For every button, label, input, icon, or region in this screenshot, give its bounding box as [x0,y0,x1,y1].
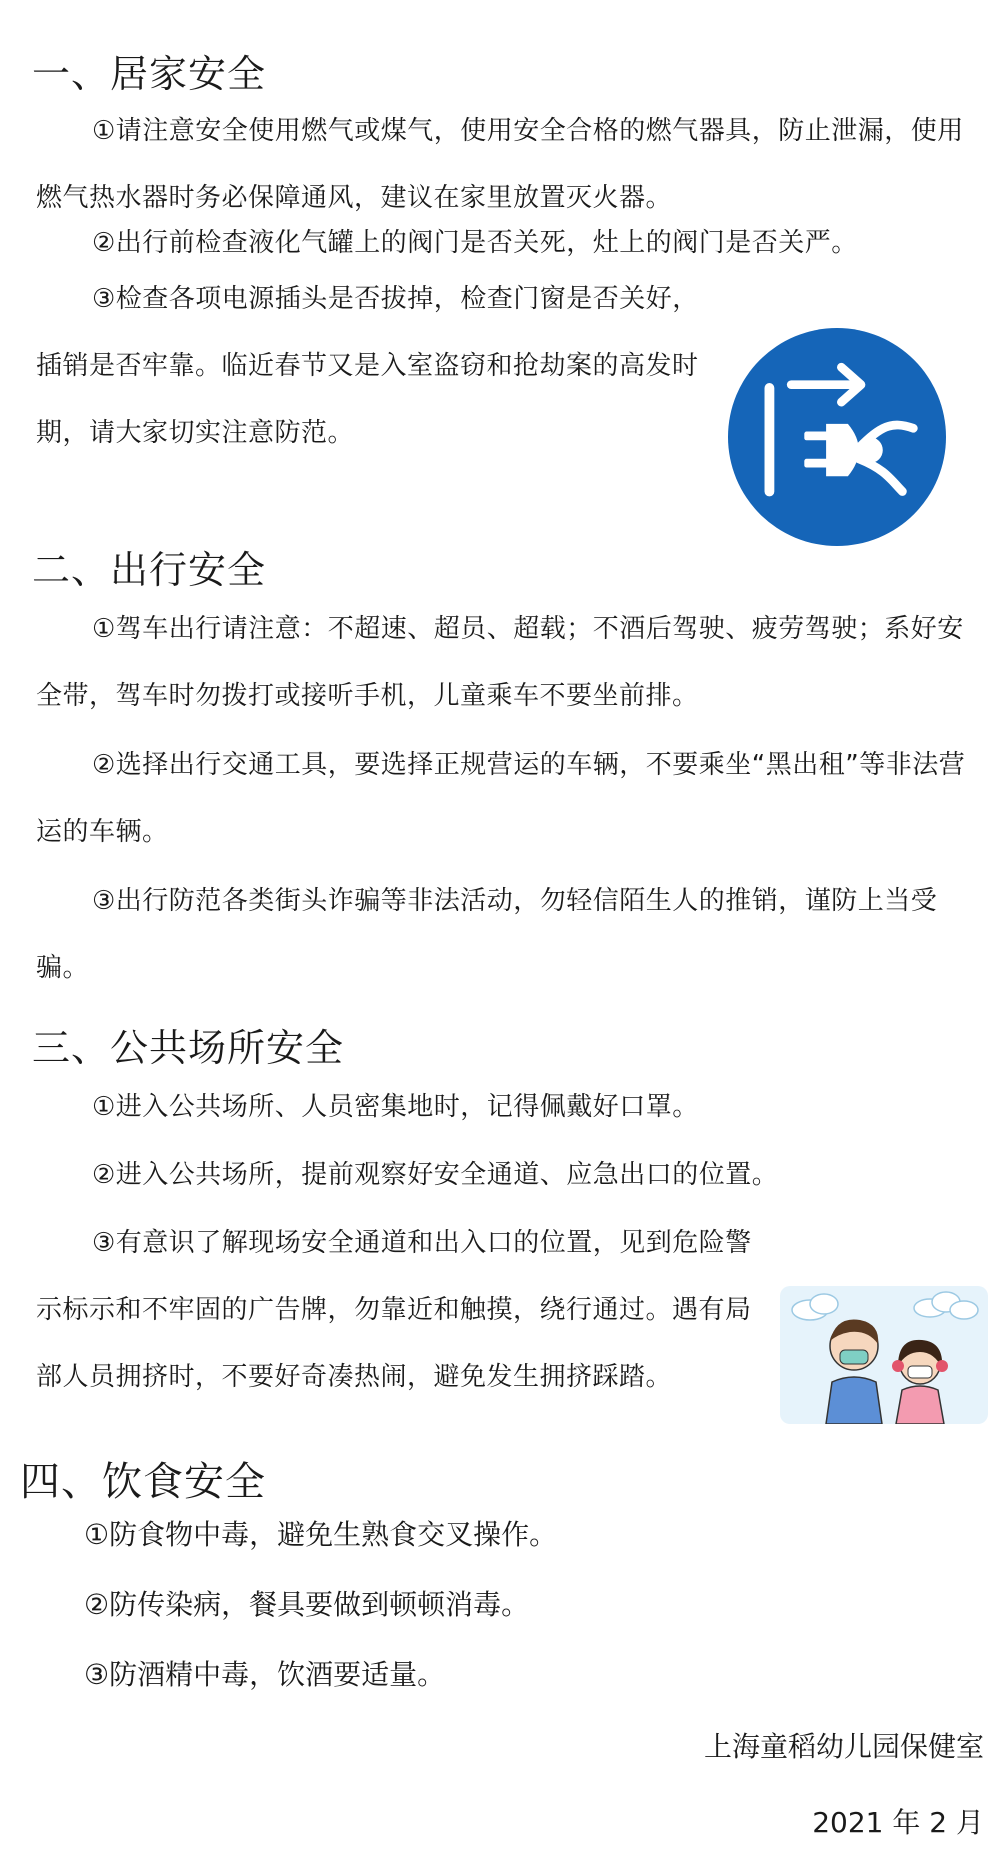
section-title-public: 三、公共场所安全 [32,1026,345,1070]
home-item-3: ③检查各项电源插头是否拔掉，检查门窗是否关好，插销是否牢靠。临近春节又是入室盗窃和抢劫案的高发时期，请大家切实注意防范。 [36,284,699,448]
section-title-food: 四、饮食安全 [20,1459,266,1505]
masked-children-illustration [780,1286,988,1424]
food-item-3: ③防酒精中毒，饮酒要适量。 [84,1658,446,1691]
home-item-1: ①请注意安全使用燃气或煤气，使用安全合格的燃气器具，防止泄漏，使用燃气热水器时务必保障通风，建议在家里放置灭火器。 [36,116,964,213]
travel-item-2: ②选择出行交通工具，要选择正规营运的车辆，不要乘坐“黑出租”等非法营运的车辆。 [36,750,966,847]
section-title-travel: 二、出行安全 [32,548,267,592]
public-item-3: ③有意识了解现场安全通道和出入口的位置，见到危险警示标示和不牢固的广告牌，勿靠近和触摸，绕行通过。遇有局部人员拥挤时，不要好奇凑热闹，避免发生拥挤踩踏。 [36,1228,752,1392]
food-item-2: ②防传染病，餐具要做到顿顿消毒。 [84,1588,530,1621]
section-title-home: 一、居家安全 [32,52,267,96]
footer-date: 2021 年 2 月 [812,1806,984,1839]
public-item-2: ②进入公共场所，提前观察好安全通道、应急出口的位置。 [92,1160,779,1190]
unplug-sign-icon [728,328,946,546]
travel-item-3: ③出行防范各类街头诈骗等非法活动，勿轻信陌生人的推销，谨防上当受骗。 [36,886,938,983]
home-item-2: ②出行前检查液化气罐上的阀门是否关死，灶上的阀门是否关严。 [92,228,858,258]
footer-organization: 上海童稻幼儿园保健室 [703,1730,984,1763]
public-item-1: ①进入公共场所、人员密集地时，记得佩戴好口罩。 [92,1092,699,1122]
travel-item-1: ①驾车出行请注意：不超速、超员、超载；不酒后驾驶、疲劳驾驶；系好安全带，驾车时勿拨打或接听手机，儿童乘车不要坐前排。 [36,614,964,711]
food-item-1: ①防食物中毒，避免生熟食交叉操作。 [84,1518,558,1551]
